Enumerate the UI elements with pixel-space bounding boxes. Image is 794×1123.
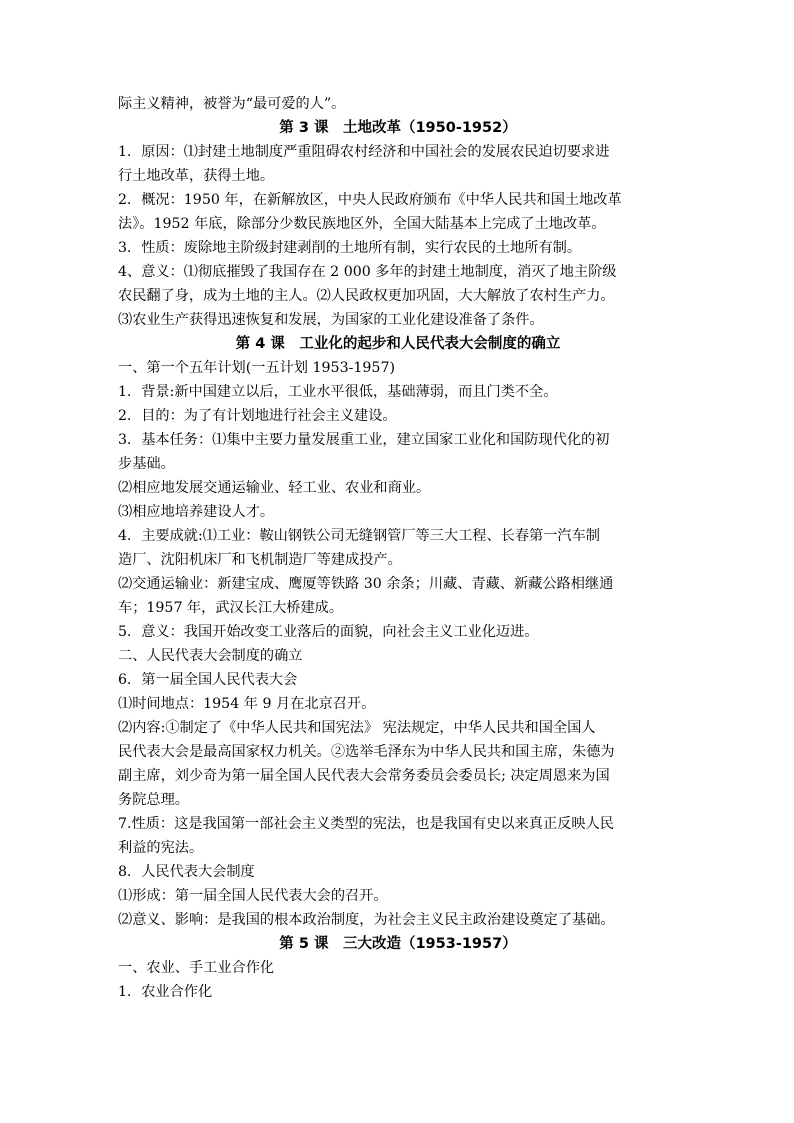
lesson-5-heading: 第 5 课 三大改造（1953-1957） (279, 936, 517, 952)
text-line: 6．第一届全国人民代表大会 (118, 672, 298, 688)
text-line: 车；1957 年，武汉长江大桥建成。 (118, 600, 344, 616)
text-line: 4、意义：⑴彻底摧毁了我国存在 2 000 多年的封建土地制度，消灭了地主阶级 (118, 264, 617, 280)
text-line: 1．农业合作化 (118, 984, 213, 1000)
text-line: ⑵内容:①制定了《中华人民共和国宪法》 宪法规定，中华人民共和国全国人 (118, 720, 596, 736)
text-line: 4．主要成就:⑴工业：鞍山钢铁公司无缝钢管厂等三大工程、长春第一汽车制 (118, 528, 600, 544)
text-line: 副主席，刘少奇为第一届全国人民代表大会常务委员会委员长; 决定周恩来为国 (118, 768, 610, 784)
text-line: 行土地改革，获得土地。 (118, 168, 275, 184)
section-heading: 一、农业、手工业合作化 (118, 960, 275, 976)
document-page (118, 92, 678, 1004)
text-line: ⑶相应地培养建设人才。 (118, 504, 275, 520)
text-line: 3．性质：废除地主阶级封建剥削的土地所有制，实行农民的土地所有制。 (118, 240, 582, 256)
text-line: 利益的宪法。 (118, 840, 204, 856)
lesson-4-heading: 第 4 课 工业化的起步和人民代表大会制度的确立 (235, 336, 561, 352)
text-line: 1．背景:新中国建立以后，工业水平很低，基础薄弱，而且门类不全。 (118, 384, 558, 400)
text-line: 1．原因：⑴封建土地制度严重阻碍农村经济和中国社会的发展农民迫切要求进 (118, 144, 610, 160)
text-line: ⑵交通运输业：新建宝成、鹰厦等铁路 30 余条；川藏、青藏、新藏公路相继通 (118, 576, 614, 592)
text-line: 法》。1952 年底，除部分少数民族地区外，全国大陆基本上完成了土地改革。 (118, 216, 606, 232)
text-line: 民代表大会是最高国家权力机关。②选举毛泽东为中华人民共和国主席，朱德为 (118, 744, 615, 760)
text-line: 务院总理。 (118, 792, 189, 808)
text-line: 农民翻了身，成为土地的主人。⑵人民政权更加巩固，大大解放了农村生产力。 (118, 288, 615, 304)
text-line: 7.性质：这是我国第一部社会主义类型的宪法，也是我国有史以来真正反映人民 (118, 816, 614, 832)
section-heading: 一、第一个五年计划(一五计划 1953-1957) (118, 360, 396, 376)
section-heading: 二、人民代表大会制度的确立 (118, 648, 303, 664)
text-line: 步基础。 (118, 456, 175, 472)
text-line: 2．概况：1950 年，在新解放区，中央人民政府颁布《中华人民共和国土地改革 (118, 192, 622, 208)
text-line: ⑴形成：第一届全国人民代表大会的召开。 (118, 888, 388, 904)
text-line: 3．基本任务：⑴集中主要力量发展重工业，建立国家工业化和国防现代化的初 (118, 432, 610, 448)
lesson-3-heading: 第 3 课 土地改革（1950-1952） (279, 120, 517, 136)
text-line: 际主义精神，被誉为“最可爱的人”。 (118, 96, 346, 112)
text-line: ⑵相应地发展交通运输业、轻工业、农业和商业。 (118, 480, 431, 496)
text-line: ⑶农业生产获得迅速恢复和发展，为国家的工业化建设准备了条件。 (118, 312, 544, 328)
text-line: 2．目的：为了有计划地进行社会主义建设。 (118, 408, 397, 424)
text-line: 8．人民代表大会制度 (118, 864, 255, 880)
text-line: ⑴时间地点：1954 年 9 月在北京召开。 (118, 696, 376, 712)
text-line: 5．意义：我国开始改变工业落后的面貌，向社会主义工业化迈进。 (118, 624, 539, 640)
text-line: 造厂、沈阳机床厂和飞机制造厂等建成投产。 (118, 552, 402, 568)
text-line: ⑵意义、影响：是我国的根本政治制度，为社会主义民主政治建设奠定了基础。 (118, 912, 615, 928)
